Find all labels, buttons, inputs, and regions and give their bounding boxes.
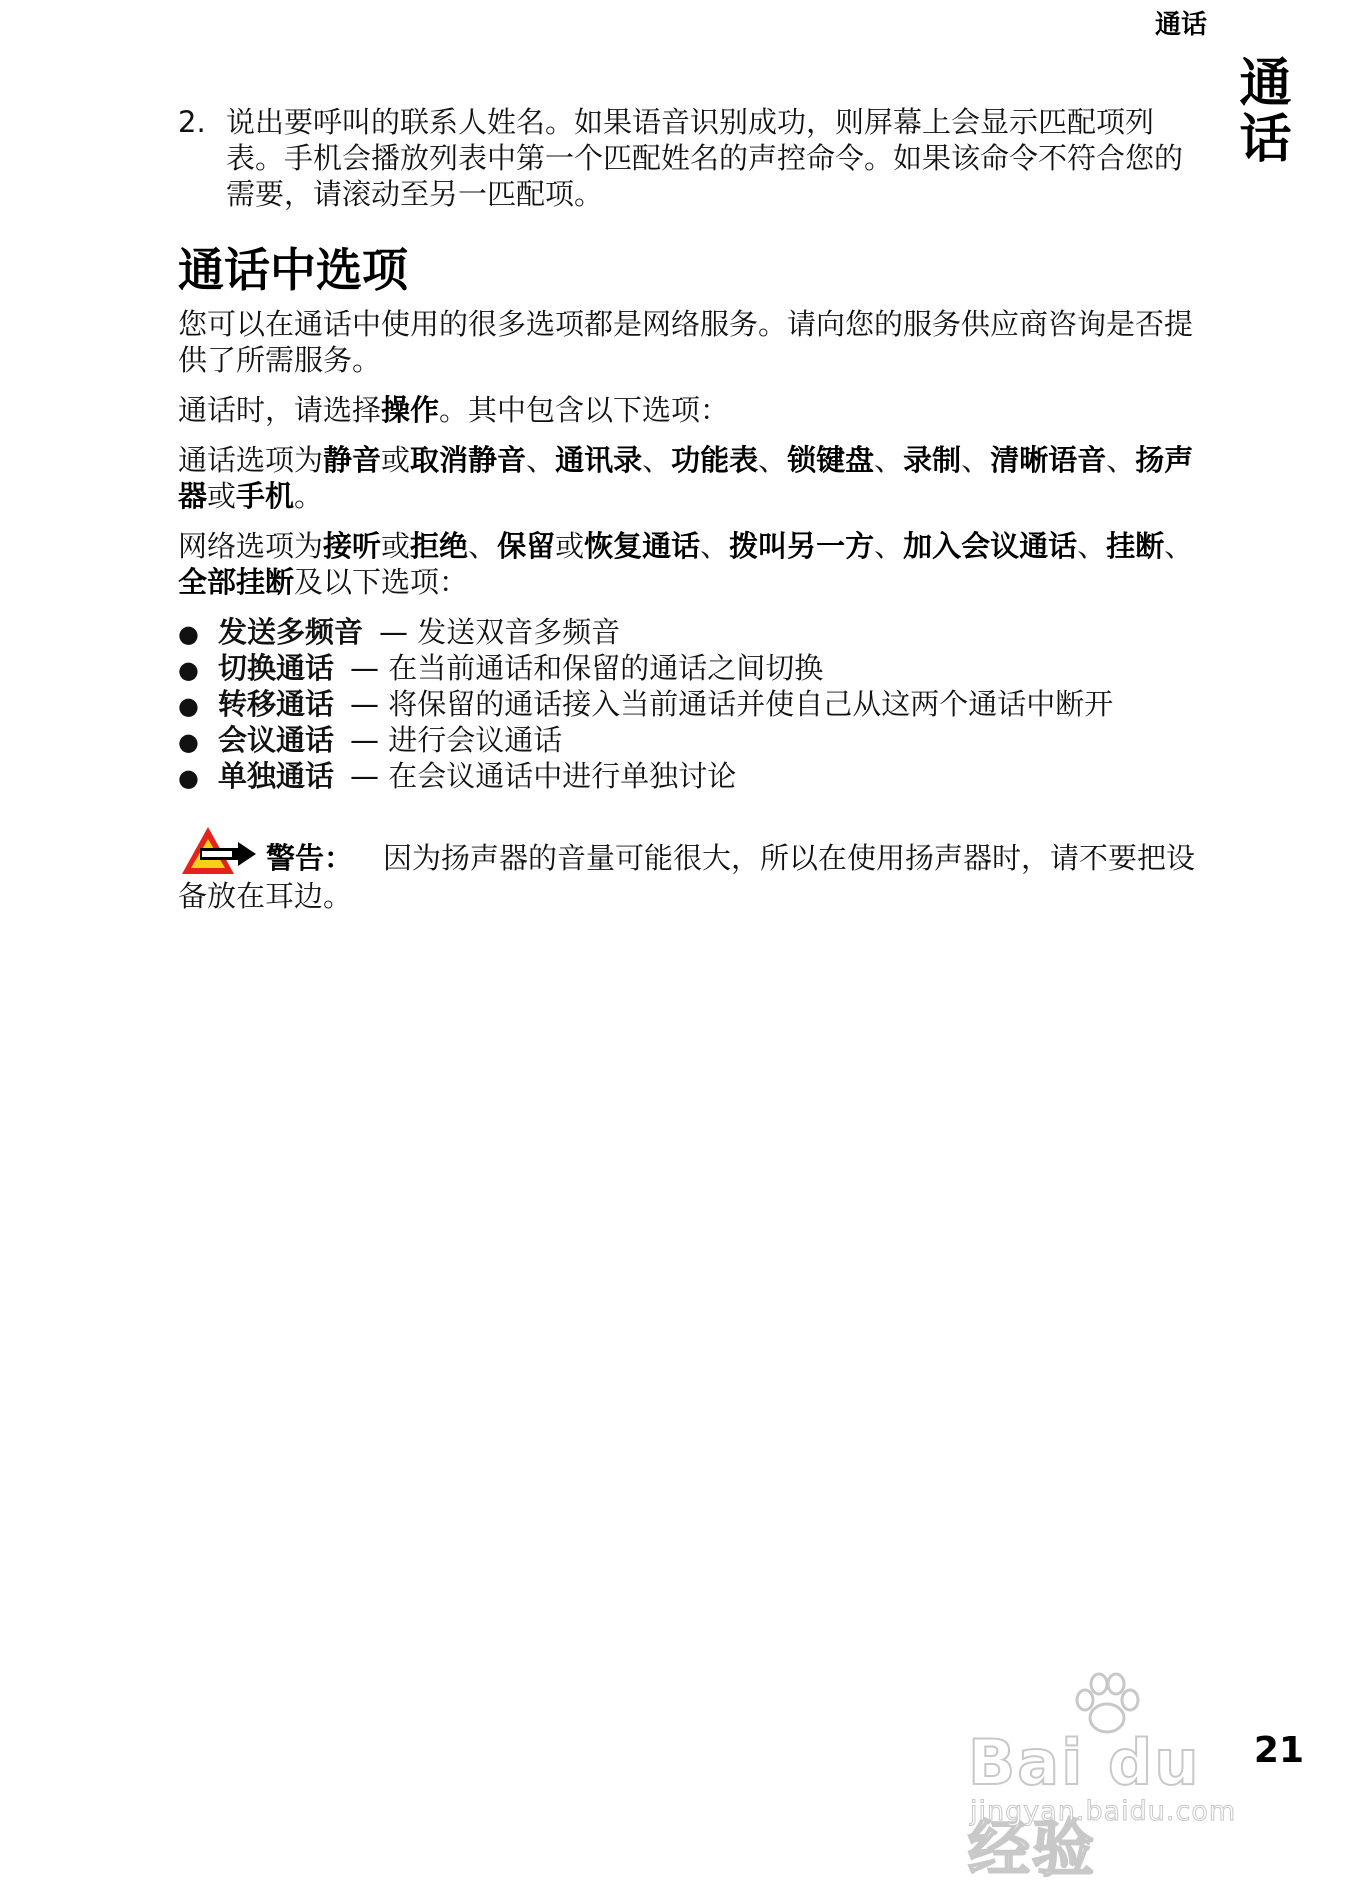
step-text: 说出要呼叫的联系人姓名。如果语音识别成功，则屏幕上会显示匹配项列表。手机会播放列表中第一个匹配姓名的声控命令。如果该命令不符合您的需要，请滚动至另一匹配项。 xyxy=(226,105,1184,211)
select-term: 操作 xyxy=(381,393,440,427)
numbered-step xyxy=(178,104,1210,212)
option-desc: — 将保留的通话接入当前通话并使自己从这两个通话中断开 xyxy=(350,687,1114,721)
option-desc: — 在当前通话和保留的通话之间切换 xyxy=(350,651,824,685)
watermark-url: jingyan.baidu.com xyxy=(970,1796,1237,1827)
bullet: ● xyxy=(178,764,199,792)
watermark-text: Bai du 经验 xyxy=(968,1726,1201,1885)
bullet: ● xyxy=(178,692,199,720)
step-number: 2. xyxy=(178,105,206,139)
list-item xyxy=(178,686,1210,722)
warning-text: 因为扬声器的音量可能很大，所以在使用扬声器时，请不要把设备放在耳边。 xyxy=(178,841,1196,913)
watermark-logo xyxy=(958,1672,1278,1885)
call-options-paragraph: 通话选项为静音或取消静音、通讯录、功能表、锁键盘、录制、清晰语音、扬声器或手机。 xyxy=(178,443,1194,513)
options-list xyxy=(178,614,1210,794)
option-name: 转移通话 xyxy=(218,687,335,721)
network-options-paragraph: 网络选项为接听或拒绝、保留或恢复通话、拨叫另一方、加入会议通话、挂断、全部挂断及以下选项： xyxy=(178,529,1194,599)
warning-note xyxy=(178,824,1210,914)
list-item xyxy=(178,758,1210,794)
option-name: 发送多频音 xyxy=(218,615,364,649)
list-item xyxy=(178,722,1210,758)
option-name: 切换通话 xyxy=(218,651,335,685)
bullet: ● xyxy=(178,656,199,684)
option-desc: — 进行会议通话 xyxy=(350,723,563,757)
select-paragraph: 通话时，请选择操作。其中包含以下选项： xyxy=(178,393,730,427)
chapter-side-tab: 通话 xyxy=(1230,55,1290,167)
option-desc: — 在会议通话中进行单独讨论 xyxy=(350,759,737,793)
section-title: 通话中选项 xyxy=(178,243,408,297)
list-item xyxy=(178,650,1210,686)
page-number: 21 xyxy=(1253,1730,1304,1771)
list-item xyxy=(178,614,1210,650)
intro-paragraph: 您可以在通话中使用的很多选项都是网络服务。请向您的服务供应商咨询是否提供了所需服务。 xyxy=(178,307,1194,377)
page-content xyxy=(178,104,1210,928)
option-desc: — 发送双音多频音 xyxy=(379,615,621,649)
running-header: 通话 xyxy=(1154,10,1207,40)
option-name: 会议通话 xyxy=(218,723,335,757)
bullet: ● xyxy=(178,620,199,648)
bullet: ● xyxy=(178,728,199,756)
warning-triangle-hand-icon xyxy=(178,824,264,878)
warning-label: 警告： xyxy=(266,841,354,875)
option-name: 单独通话 xyxy=(218,759,335,793)
